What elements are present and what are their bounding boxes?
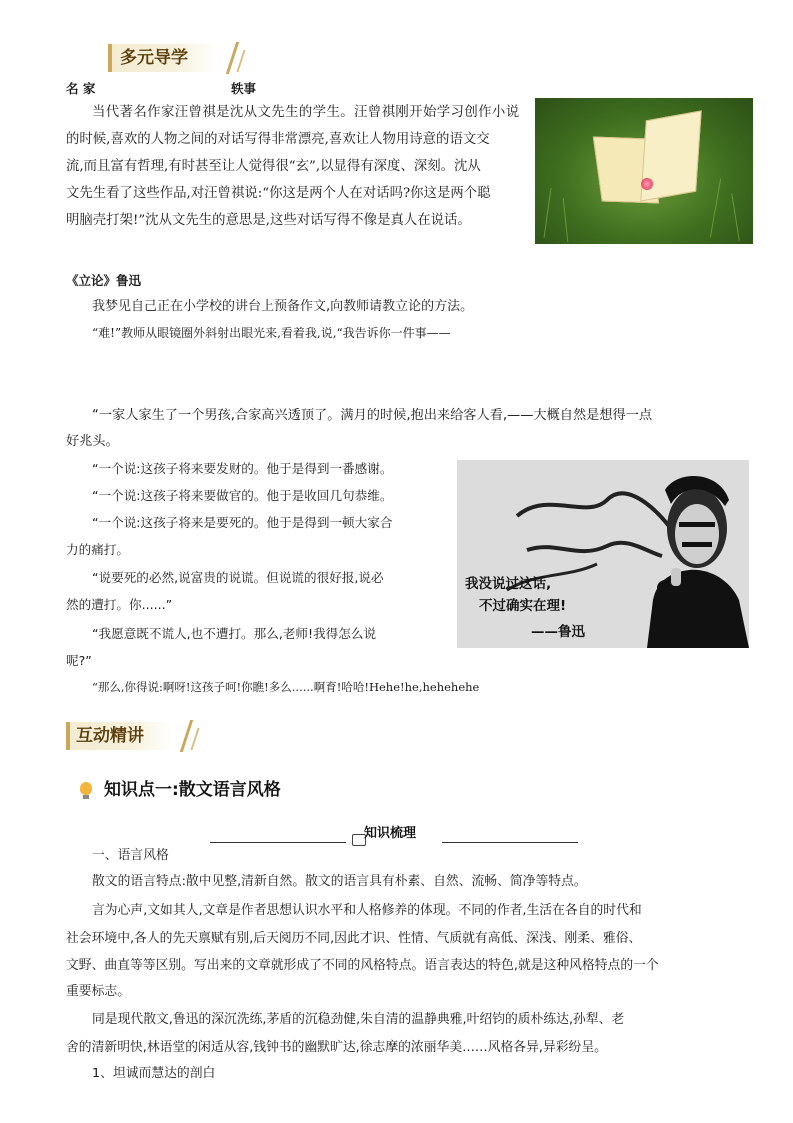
body-line: 言为心声,文如其人,文章是作者思想认识水平和人格修养的体现。不同的作者,生活在各自的时代和 bbox=[92, 903, 642, 918]
anecdote-line: 明脑壳打架!”沈从文先生的意思是,这些对话写得不像是真人在说话。 bbox=[66, 213, 471, 228]
luxun-figure-svg bbox=[457, 460, 749, 648]
luxun-illustration-image bbox=[457, 460, 749, 648]
quote-line: “一个说:这孩子将来要发财的。他于是得到一番感谢。 bbox=[92, 461, 393, 476]
body-line: 重要标志。 bbox=[66, 984, 130, 999]
teacher-line: “难!”教师从眼镜圈外斜射出眼光来,看着我,说,“我告诉你一件事—— bbox=[92, 326, 451, 340]
body-line: 同是现代散文,鲁迅的深沉洗练,茅盾的沉稳劲健,朱自清的温静典雅,叶绍钧的质朴练达,孙犁、老 bbox=[92, 1012, 625, 1027]
anecdote-line: 文先生看了这些作品,对汪曾祺说:“你这是两个人在对话吗?你这是两个聪 bbox=[66, 186, 491, 201]
essay-title: 《立论》鲁迅 bbox=[66, 273, 142, 288]
body-line: 社会环境中,各人的先天禀赋有别,后天阅历不同,因此才识、性情、气质就有高低、深浅、刚柔、雅俗、 bbox=[66, 931, 642, 946]
knowledge-point-title: 知识点一:散文语言风格 bbox=[104, 780, 281, 800]
quote-line: “一个说:这孩子将来是要死的。他于是得到一顿大家合 bbox=[92, 515, 393, 530]
banner-title: 多元导学 bbox=[120, 48, 188, 68]
divider-right bbox=[442, 842, 578, 843]
quote-line: 然的遭打。你......” bbox=[66, 597, 173, 612]
quote-line: 呢?” bbox=[66, 653, 92, 668]
item-heading: 一、语言风格 bbox=[92, 848, 169, 863]
divider-left bbox=[210, 842, 346, 843]
section-banner-duoyuan bbox=[108, 44, 218, 72]
anecdote-line: 流,而且富有哲理,有时甚至让人觉得很“玄”,以显得有深度、深刻。沈从 bbox=[66, 159, 481, 174]
item-heading: 1、坦诚而慧达的剖白 bbox=[92, 1066, 216, 1081]
quote-line: 力的痛打。 bbox=[66, 542, 129, 557]
story-line: “一家人家生了一个男孩,合家高兴透顶了。满月的时候,抱出来给客人看,——大概自然是想得一点 bbox=[92, 408, 653, 423]
luxun-quote-line2: 不过确实在理! bbox=[479, 598, 567, 614]
essay-intro: 我梦见自己正在小学校的讲台上预备作文,向教师请教立论的方法。 bbox=[92, 299, 474, 314]
open-book-on-grass-image bbox=[535, 98, 753, 244]
body-line: 舍的清新明快,林语堂的闲适从容,钱钟书的幽默旷达,徐志摩的浓丽华美……风格各异,异彩纷呈。 bbox=[66, 1040, 607, 1055]
story-line: 好兆头。 bbox=[66, 434, 119, 449]
body-line: 散文的语言特点:散中见整,清新自然。散文的语言具有朴素、自然、流畅、简净等特点。 bbox=[92, 874, 587, 889]
luxun-quote-signature: ——鲁迅 bbox=[531, 624, 585, 640]
anecdote-label-left: 名 家 bbox=[66, 81, 96, 96]
anecdote-line: 当代著名作家汪曾祺是沈从文先生的学生。汪曾祺刚开始学习创作小说 bbox=[92, 105, 520, 120]
anecdote-label-right: 轶事 bbox=[231, 81, 257, 96]
section-banner-hudong bbox=[66, 722, 172, 750]
anecdote-line: 的时候,喜欢的人物之间的对话写得非常漂亮,喜欢让人物用诗意的语文交 bbox=[66, 132, 490, 147]
quote-line: “一个说:这孩子将来要做官的。他于是收回几句恭维。 bbox=[92, 488, 393, 503]
banner-title: 互动精讲 bbox=[76, 726, 144, 746]
lightbulb-icon bbox=[80, 782, 92, 795]
sub-heading: 知识梳理 bbox=[364, 826, 417, 841]
quote-line: “我愿意既不谎人,也不遭打。那么,老师!我得怎么说 bbox=[92, 626, 377, 641]
body-line: 文野、曲直等等区别。写出来的文章就形成了不同的风格特点。语言表达的特色,就是这种风格特点的一个 bbox=[66, 958, 659, 973]
luxun-quote-line1: 我没说过这话, bbox=[465, 576, 552, 592]
quote-line: “说要死的必然,说富贵的说谎。但说谎的很好报,说必 bbox=[92, 570, 384, 585]
lightbulb-icon-base bbox=[83, 795, 89, 799]
closing-line: “那么,你得说:啊呀!这孩子呵!你瞧!多么......啊育!哈哈!Hehe!he,hehehehe bbox=[92, 680, 480, 694]
